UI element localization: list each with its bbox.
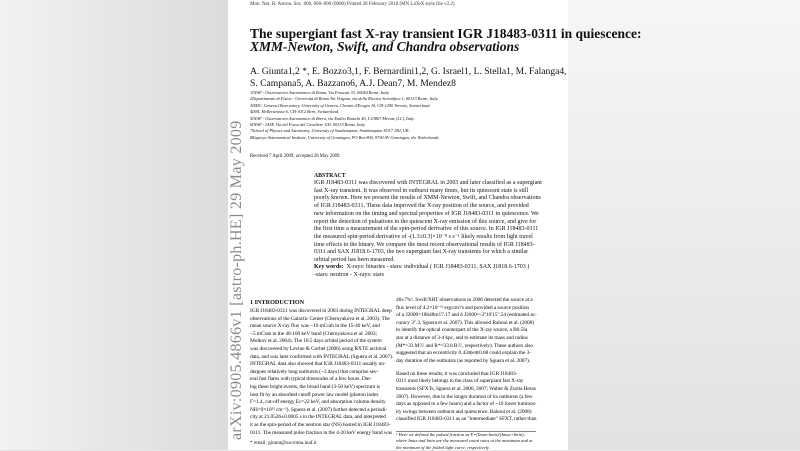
text-line: 0311 and SAX J1818.6-1703, the two supergiant fast X-ray transients for which a similar <box>314 249 529 256</box>
text-line: orbital period has been measured. <box>314 257 395 264</box>
text-line: ~5 mCrab in the 40-100 keV band (Chernyakova et al. 2003; <box>250 330 377 337</box>
text-line: 2Dipartimento di Fisica - Università di Roma Tor Vergata, via della Ricerca Scientifica 1, 00133 Rome, Italy. <box>250 96 439 102</box>
text-line: curacy 3".3, Sguera et al. 2007). This allowed Rahoui et al. (2008) <box>396 319 534 326</box>
text-line: 8Kapteyn Astronomical Institute, University of Groningen, PO Box 800, 9700 AV Groningen, the Netherlands. <box>250 134 440 140</box>
affiliations <box>250 90 440 141</box>
text-line: report the detection of pulsations in the quiescent X-ray emission of this source, and give for <box>314 218 537 225</box>
text-line: the measured spin-period derivative of -(1.3±0.3)×10⁻⁸ s s⁻¹ likely results from light travel <box>314 233 533 240</box>
text-line: 5INAF - Osservatorio Astronomico di Brera, via Emilio Bianchi 46, I-23807 Merate (LC), Italy. <box>250 115 415 121</box>
text-line: 0311 most likely belongs to the class of superpiant fast X-ray <box>396 378 524 385</box>
text-line: where Imax and Imin are the measured count rates at the maximum and at <box>396 438 533 444</box>
introduction-heading: 1 INTRODUCTION <box>250 299 305 306</box>
text-line: eral fast flares with typical timescales of a few hours. Dur- <box>250 376 372 383</box>
paper-page <box>228 0 642 450</box>
authors-line2: S. Campana5, A. Bazzano6, A.J. Dean7, M. Mendez8 <box>250 78 456 89</box>
text-line: new information on the timing and spectral properties of IGR J18483-0311 in quiescence. We <box>314 210 539 217</box>
text-line: IGR J18483-0311 was discovered with INTEGRAL in 2003 and later classified as a supergiant <box>314 180 542 186</box>
text-line: the first time a measurement of the spin-period derivative of this source. In IGR J18483-0311 <box>314 226 539 233</box>
text-line: poorly known. Here we present the results of XMM-Newton, Swift, and Chandra observations <box>314 195 541 202</box>
text-line: it as the spin-period of the neutron star (NS) hosted in IGR J18483- <box>250 421 391 428</box>
text-line: ¹ Here we defined the pulsed fraction as F=(Imax-Imin)/(Imax+Imin), <box>396 432 525 437</box>
text-line: best fit by an absorbed cutoff power law model (photon index <box>250 391 379 398</box>
text-line: data, and was later confirmed with INTEGRAL (Sguera et al. 2007). <box>250 353 394 360</box>
right-column-text <box>396 297 537 424</box>
text-line: the minimum of the folded light curve, respectively. <box>396 444 490 450</box>
text-line: Molkov et al. 2004). The 18.5 days orbital period of the system <box>250 338 382 345</box>
footnote-right <box>396 432 533 451</box>
text-line: flux level of 4.2×10⁻¹² erg/cm²/s and provided a source position <box>396 304 530 311</box>
keywords <box>314 264 584 279</box>
keywords-line1: X-rays: binaries - stars: individual ( IGR J18483-0311, SAX J1818.6-1703 ) <box>346 264 530 270</box>
text-line: transients (SFXTs, Sguera et al. 2006, 2007; Walter & Zurita Heras <box>396 386 536 393</box>
text-line: 2007). However, due to the longer duration of its outbursts (a few <box>396 393 533 400</box>
text-line: 1INAF - Osservatorio Astronomico di Roma, Via Frascati 33, 00044 Rome, Italy. <box>250 90 390 95</box>
text-line: IGR J18483-0311 was discovered in 2003 during INTEGRAL deep <box>250 308 392 314</box>
text-line: 48±7%¹. Swift/XRT observations in 2006 detected the source at a <box>396 297 533 303</box>
text-line: Γ=1.4, cut-off energy Ec=22 keV, and absorption column density <box>250 399 386 406</box>
abstract-heading: ABSTRACT <box>314 173 346 179</box>
text-line: of IGR J18483-0311. These data improved the X-ray position of the source, and provided <box>314 203 529 210</box>
arxiv-stamp: arXiv:0905.4866v1 [astro-ph.HE] 29 May 2009 <box>228 120 245 440</box>
abstract-body <box>314 180 584 265</box>
journal-header: Mon. Not. R. Astron. Soc. 000, 000–000 (0000) Printed 28 February 2018 (MN LaTeX style file v2.2) <box>250 2 455 7</box>
text-line: INTEGRAL data also showed that IGR J18483-0311 usually un- <box>250 361 386 368</box>
keywords-label: Key words: <box>314 264 344 270</box>
text-line: Based on these results, it was concluded that IGR J18483- <box>396 370 518 377</box>
text-line: to identify the optical counterpart of the X-ray source, a B0.5Ia <box>396 327 528 334</box>
footnote-left: * email: giunta@oa-roma.inaf.it <box>250 440 317 446</box>
text-line: city at 21.0526±0.0005 s in the INTEGRAL data, and interpreted <box>250 414 386 421</box>
text-line: classified IGR J18483-0311 as an "intermediate" SFXT, rather than <box>396 416 537 423</box>
text-line: ing these bright events, the broad band (3-50 keV) spectrum is <box>250 383 380 390</box>
keywords-line2: -stars: neutron - X-rays: stars <box>314 271 384 278</box>
text-line: 3ISDC, Geneva Observatory, University of Geneva, Chemin d'Ecogia 16, CH-1290 Versoix, Switzerland. <box>250 102 431 108</box>
text-line: days as opposed to a few hours) and a factor of ~10 lower luminos- <box>396 401 537 408</box>
text-line: of α J2000=18h48m17.17 and δ J2000=-3°10'15".54 (estimated ac- <box>396 312 537 319</box>
text-line: was discovered by Levine & Corbet (2006) using RXTE archival <box>250 345 387 352</box>
paper-title-line1: The supergiant fast X-ray transient IGR J18483-0311 in quiescence: <box>250 26 642 41</box>
right-background <box>568 0 800 450</box>
text-line: star at a distance of 3-4 kpc, and to estimate its mass and radius <box>396 334 528 341</box>
authors-line1: A. Giunta1,2 *, E. Bozzo3,1, F. Bernardini1,2, G. Israel1, L. Stella1, M. Falanga4, <box>250 66 567 77</box>
paper-title-line2: XMM-Newton, Swift, and Chandra observations <box>250 39 520 54</box>
text-line: 6INAF - IASF, Via del Fosso del Cavaliere 100, 00133 Roma, Italy. <box>250 122 366 128</box>
left-column-text <box>250 308 393 437</box>
text-line: 0311. The measured pulse fraction in the 4-20 keV energy band was <box>250 429 392 436</box>
text-line: NH=9×10²² cm⁻²). Sguera et al. (2007) further detected a periodi- <box>250 406 388 413</box>
text-line: time effects in the binary. We compare the most recent observational results of IGR J18483- <box>314 241 535 248</box>
text-line: observations of the Galactic Center (Chernyakova et al. 2003). The <box>250 315 390 322</box>
text-line: day duration of the outbursts (as reported by Sguera et al. 2007). <box>396 357 530 364</box>
text-line: 7School of Physics and Astronomy, University of Southampton, Southampton SO17 1BJ, UK. <box>250 128 410 134</box>
text-line: fast X-ray transient. It was observed in outburst many times, but its quiescent state is still <box>314 187 529 194</box>
text-line: suggested that an eccentricity 0.43≲e≲0.68 could explain the 3- <box>396 350 531 357</box>
text-line: (M*=33 M☉ and R*=33.8 R☉, respectively). These authors also <box>396 342 533 349</box>
text-line: mean source X-ray flux was ~10 mCrab in the 15-40 keV, and <box>250 323 380 330</box>
left-background <box>0 0 228 450</box>
text-line: dergoes relatively long outbursts (~3 days) that comprise sev- <box>250 368 379 375</box>
text-line: ity swings between outburst and quiescence, Rahoui et al. (2008) <box>396 408 532 415</box>
text-line: 4ISSI, Hallerstrasse 6, CH-3012 Bern, Switzerland. <box>250 109 339 115</box>
received-date: Received 7 April 2009; accepted 28 May 2009. <box>250 154 341 159</box>
